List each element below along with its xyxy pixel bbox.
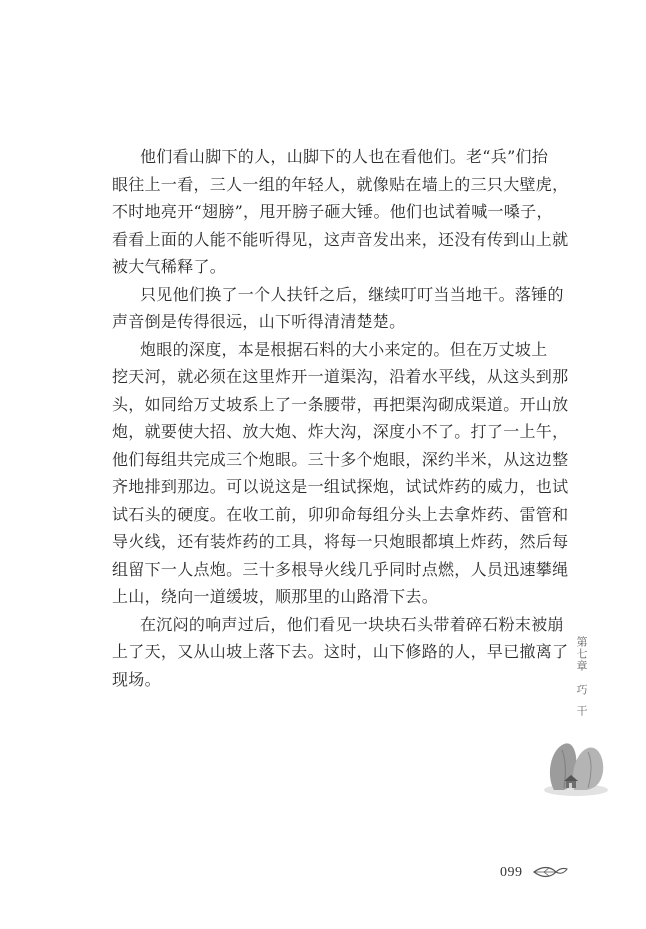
paragraph-3-line-5: 他们每组共完成三个炮眼。三十多个炮眼，深约半米，从这边整	[112, 449, 569, 469]
paragraph-3-line-3: 头，如同给万丈坡系上了一条腰带，再把渠沟砌成渠道。开山放	[112, 394, 569, 414]
paragraph-4-line-3: 现场。	[112, 669, 161, 689]
paragraph-3-line-9: 组留下一人点炮。三十多根导火线几乎同时点燃，人员迅速攀绳	[112, 559, 569, 579]
page-number: 099	[500, 865, 523, 880]
paragraph-4-line-2: 上了天，又从山坡上落下去。这时，山下修路的人，早已撤离了	[112, 642, 569, 661]
leaf-ornament-icon	[530, 863, 570, 881]
paragraph-2-line-1: 只见他们换了一个人扶钎之后，继续叮叮当当地干。落锤的	[140, 284, 564, 304]
paragraph-2-line-2: 声音倒是传得很远，山下听得清清楚楚。	[112, 312, 406, 331]
paragraph-3-line-4: 炮，就要使大招、放大炮、炸大沟，深度小不了。打了一上午，	[112, 422, 569, 441]
paragraph-3-line-10: 上山，绕向一道缓坡，顺那里的山路滑下去。	[112, 587, 439, 606]
paragraph-3-line-6: 齐地排到那边。可以说这是一组试探炮，试试炸药的威力，也试	[112, 477, 569, 496]
paragraph-3-line-7: 试石头的硬度。在收工前，卯卯命每组分头上去拿炸药、雷管和	[112, 504, 569, 524]
paragraph-3-line-8: 导火线，还有装炸药的工具，将每一只炮眼都填上炸药，然后每	[112, 532, 569, 551]
trees-house-illustration-icon	[540, 730, 612, 800]
paragraph-3-line-2: 挖天河，就必须在这里炸开一道渠沟，沿着水平线，从这头到那	[112, 367, 569, 386]
paragraph-1-line-2: 眼往上一看，三人一组的年轻人，就像贴在墙上的三只大壁虎，	[112, 174, 569, 194]
paragraph-1-line-4: 看看上面的人能不能听得见，这声音发出来，还没有传到山上就	[112, 229, 569, 249]
paragraph-1-line-1: 他们看山脚下的人，山脚下的人也在看他们。老“兵”们抬	[140, 147, 549, 166]
page-body	[112, 147, 569, 697]
chapter-label: 第七章	[575, 636, 588, 672]
paragraph-3-line-1: 炮眼的深度，本是根据石料的大小来定的。但在万丈坡上	[140, 339, 548, 359]
paragraph-4-line-1: 在沉闷的响声过后，他们看见一块块石头带着碎石粉末被崩	[140, 614, 564, 634]
chapter-title: 巧干	[575, 684, 588, 726]
paragraph-1-line-5: 被大气稀释了。	[112, 257, 227, 276]
paragraph-1-line-3: 不时地亮开“翅膀”，甩开膀子砸大锤。他们也试着喊一嗓子，	[112, 202, 553, 221]
